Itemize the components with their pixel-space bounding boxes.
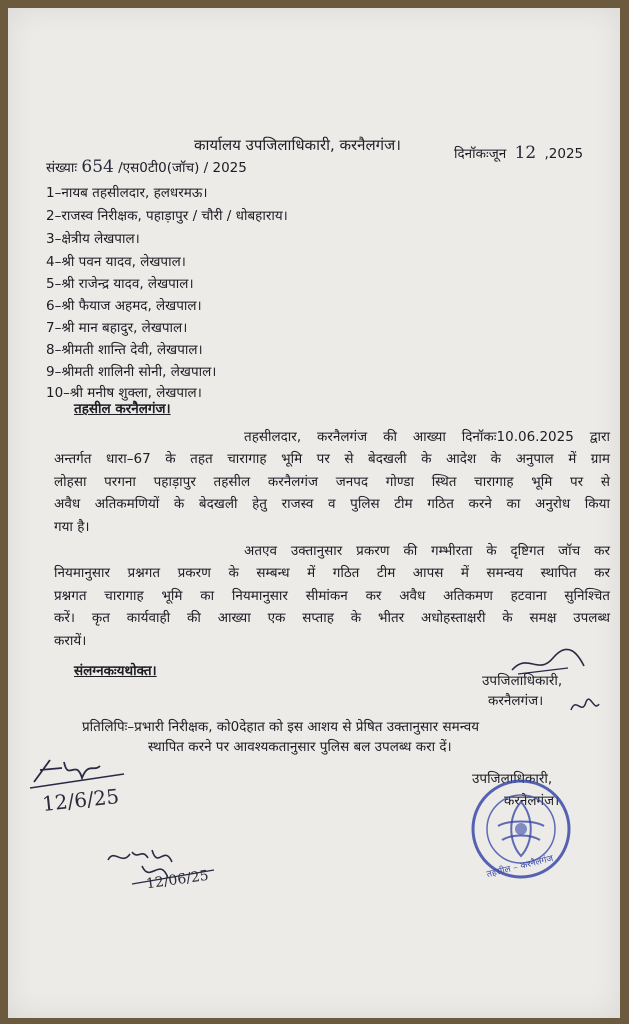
paragraph-2: [54, 540, 610, 652]
copy-line-1: प्रतिलिपिः–प्रभारी निरीक्षक, को0देहात को इस आशय से प्रेषित उक्तानुसार समन्वय: [82, 719, 480, 735]
paragraph-line: लोहसा परगना पहाड़ापुर तहसील करनैलगंज जनपद गोण्डा स्थित चारागाह भूमि पर से: [54, 473, 610, 490]
signatory-place: करनैलगंज।: [488, 693, 544, 709]
recipient-item: 1–नायब तहसीलदार, हलधरमऊ।: [46, 185, 208, 201]
recipient-item: 7–श्री मान बहादुर, लेखपाल।: [46, 320, 188, 336]
date-label: दिनॉकःजून: [454, 146, 507, 162]
reference-number-line: [46, 158, 247, 177]
signatory2-place: करनैलगंज।: [504, 793, 560, 809]
handwritten-date-1: 12/6/25: [40, 784, 121, 816]
recipient-item: 8–श्रीमती शान्ति देवी, लेखपाल।: [46, 342, 203, 358]
paragraph-line: अवैध अतिकमणियों के बेदखली हेतु राजस्व व पुलिस टीम गठित करने का अनुरोध किया: [54, 496, 610, 513]
paragraph-line: करें। कृत कार्यवाही की आख्या एक सप्ताह के भीतर अधोहस्ताक्षरी के समक्ष उपलब्ध: [54, 610, 610, 627]
recipient-item: 5–श्री राजेन्द्र यादव, लेखपाल।: [46, 276, 194, 292]
paragraph-line: प्रश्नगत चारागाह भूमि का नियमानुसार सीमांकन कर अवैध अतिकमण हटवाना सुनिश्चित: [54, 587, 610, 604]
ref-prefix: संख्याः: [46, 160, 78, 176]
date-day-handwritten: 12: [514, 143, 537, 163]
paragraph-line: नियमानुसार प्रश्नगत प्रकरण के सम्बन्ध में गठित टीम आपस में समन्वय स्थापित कर: [54, 565, 610, 582]
signatory2-title: उपजिलाधिकारी,: [472, 771, 553, 787]
signatory-title: उपजिलाधिकारी,: [482, 673, 563, 689]
recipient-item: 9–श्रीमती शालिनी सोनी, लेखपाल।: [46, 364, 217, 380]
recipient-item: 2–राजस्व निरीक्षक, पहाड़ापुर / चौरी / धोबहाराय।: [46, 208, 288, 224]
recipient-item: 10–श्री मनीष शुक्ला, लेखपाल।: [46, 385, 202, 401]
enclosure-note: संलग्नकःयथोक्त।: [74, 663, 157, 679]
recipient-item: 6–श्री फैयाज अहमद, लेखपाल।: [46, 298, 202, 314]
ref-number-handwritten: 654: [81, 157, 114, 177]
paragraph-line: करायें।: [54, 632, 87, 649]
paragraph-1: [54, 426, 610, 538]
paragraph-line: गया है।: [54, 518, 90, 535]
paragraph-line: तहसीलदार, करनैलगंज की आख्या दिनॉकः10.06.2025 द्वारा: [244, 429, 610, 445]
paragraph-line: अन्तर्गत धारा–67 के तहत चारागाह भूमि पर से बेदखली के आदेश के अनुपाल में ग्राम: [54, 451, 610, 468]
tehsil-heading: तहसील करनैलगंज।: [74, 401, 171, 417]
date-year: ,2025: [544, 146, 584, 162]
recipient-item: 4–श्री पवन यादव, लेखपाल।: [46, 254, 186, 270]
initials-scribble: [568, 690, 602, 720]
document-page: [8, 8, 620, 1018]
recipient-item: 3–क्षेत्रीय लेखपाल।: [46, 231, 140, 247]
office-heading: कार्यालय उपजिलाधिकारी, करनैलगंज।: [194, 136, 401, 154]
paragraph-line: अतएव उक्तानुसार प्रकरण की गम्भीरता के दृष्टिगत जॉच कर: [244, 543, 610, 559]
copy-line-2: स्थापित करने पर आवश्यकतानुसार पुलिस बल उपलब्ध करा दें।: [148, 739, 452, 755]
seal-text: तहसील – करनैलगंज: [485, 853, 555, 881]
date-line: [454, 144, 583, 163]
handwritten-date-2: 12/06/25: [145, 867, 210, 893]
ref-suffix: /एस0टी0(जॉच) / 2025: [118, 160, 247, 176]
